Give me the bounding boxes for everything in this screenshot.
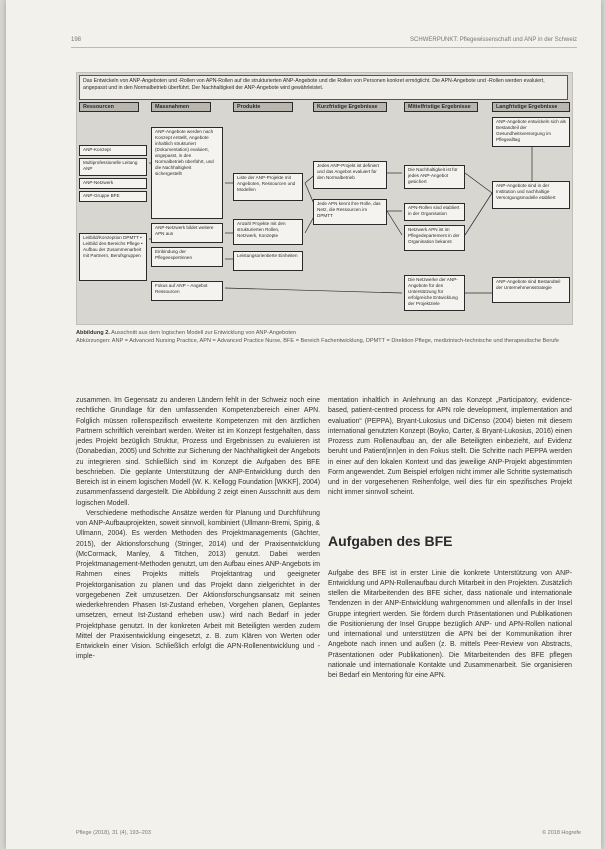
mid-term-item: Die Nachhaltigkeit ist für jedes ANP-Angebot gesichert	[404, 165, 465, 189]
header-measures: Massnahmen	[151, 102, 211, 112]
header-mid-term: Mittelfristige Ergebnisse	[404, 102, 478, 112]
caption-label: Abbildung 2.	[76, 330, 110, 336]
header-resources: Ressourcen	[79, 102, 139, 112]
measure-item: ANP-Angebote werden nach Konzept erstellt, Angebote inhaltlich strukturiert (Dokumentation) evaluiert, angepasst, in den Normalbetrieb überführt, und die Nachhaltigkeit sichergestellt	[151, 127, 223, 219]
logic-model-figure	[76, 72, 573, 325]
footer-copyright: © 2018 Hogrefe	[542, 830, 581, 836]
measure-item: ANP-Netzwerk bildet weitere APN aus	[151, 223, 223, 243]
long-term-item: ANP-Angebote entwickeln sich als Bestandteil der Gesundheitsversorgung im Pflegealltag	[492, 117, 570, 147]
page-number: 198	[71, 37, 82, 43]
short-term-item: Jede APN kennt ihre Rolle, das Netz, die Ressourcen im DPMTT	[313, 199, 387, 225]
short-term-item: Jedes ANP-Projekt ist definiert und das Angebot evaluiert für den Normalbetrieb	[313, 161, 387, 189]
mid-term-item: APN-Rollen sind etabliert in der Organisation	[404, 203, 465, 221]
paragraph: zusammen. Im Gegensatz zu anderen Ländern fehlt in der Schweiz noch eine rechtliche Grundlage für den umfassenden Kompetenzbereich einer APN. Folglich müssen rollenspezifisch erweiterte Kompetenzen mit den ärztlichen Partnern schriftlich vereinbart werden. Weiter ist im Konzept festgehalten, dass jedes Projekt bezüglich Struktur, Prozess und Ergebnissen zu evaluieren ist (Donabedian, 2005) und Schritte zur Sicherung der Nachhaltigkeit der Angebots zu integrieren sind. Schließlich sind im Konzept die Aufgaben des BFE beschrieben. Die geplante Unterstützung der ANP-Entwicklung durch den Bereich ist in einem logischen Modell (W. K. Kellogg Foundation [WKKF], 2004) zusammenfassend dargestellt. Die Abbildung 2 zeigt einen Ausschnitt aus dem logischen Modell.	[76, 397, 320, 507]
product-item: Liste der ANP-Projekte mit Angeboten, Ressourcen und Modellen	[233, 173, 303, 201]
caption-abbreviations: Abkürzungen: ANP = Advanced Nursing Practice, APN = Advanced Practice Nurse, BFE = Bereich Fachentwicklung, DPMTT = Direktion Pflege, medizinisch-technische und therapeutische Berufe	[76, 338, 559, 344]
header-short-term: Kurzfristige Ergebnisse	[313, 102, 387, 112]
section-heading: Aufgaben des BFE	[328, 532, 453, 549]
product-item: Leistungsorientierte Einheiten	[233, 251, 303, 271]
long-term-item: ANP-Angebote sind Bestandteil der Unternehmensstrategie	[492, 277, 570, 303]
caption-text: Ausschnitt aus dem logischen Modell zur Entwicklung von ANP-Angeboten	[111, 330, 297, 336]
figure-caption	[76, 329, 571, 345]
resource-item: ANP-Konzept	[79, 145, 147, 156]
header-divider	[71, 47, 577, 48]
resource-lower: Leitbild/Konzeption DPMTT • Leitbild des Bereichs Pflege • Aufbau der Zusammenarbeit mit Partnern, Berufsgruppen	[79, 233, 147, 281]
resource-item: ANP-Netzwerk	[79, 178, 147, 189]
paragraph: Verschiedene methodische Ansätze werden für Planung und Durchführung von ANP-Aufbauprojekten, soweit sinnvoll, kombiniert (Ullmann-Bremi, Spirig, & Ullmann, 2004). Es werden Methoden des Projektmanagements (Gächter, 2015), der Aktionsforschung (Stringer, 2014) und der Praxisentwicklung (McCormack, Manley, & Titchen, 2013) genutzt. Dabei werden Projektmanagement-Methoden genutzt, um den Aufbau eines ANP-Angebots im Rahmen eines Projekts mittels Projektantrag und geeigneter Projektorganisation zu planen und das Projekt dann zielgerichtet in der vorgegebenen Zeit umzusetzen. Der Aktionsforschungsansatz mit seinen wiederkehrenden Phasen Ist-Zustand erheben, Vorgehen planen, Geplantes umsetzen, erneut Ist-Zustand erheben usw.) wird nach Bedarf in jeder Projektphase genutzt. In der konkreten Arbeit mit Beteiligten werden zudem Mittel der Praxisentwicklung eingesetzt, z. B. zum Klären von Werten oder Entwickeln einer Vision. Schließlich erfolgt die APN-Rollenentwicklung und -imple-	[76, 509, 320, 661]
resource-item: Multiprofessionelle Leitung ANP	[79, 158, 147, 176]
product-item: Anzahl Projekte mit den strukturierten Rollen, Netzwerk, Konzepte	[233, 219, 303, 245]
long-term-item: ANP-Angebote sind in der Institution und nachhaltige Versorgungsmodelle etabliert	[492, 181, 570, 209]
resource-item: ANP-Gruppe BFE	[79, 191, 147, 202]
mid-term-item: Netzwerk APN ist im Pflegedepartement in der Organisation bekannt	[404, 225, 465, 251]
paragraph: mentation inhaltlich in Anlehnung an das Konzept „Participatory, evidence-based, patient-centred process for APN role development, implementation and evaluation“ (PEPPA), Bryant-Lukosius und DiCenso (2004) bieten mit diesem international genutzten Konzept (Boyko, Carter, & Bryant-Lukosius, 2016) einen Prozess zum Rollenaufbau an, der alle Beteiligten einbezieht, auf Evidenz beruht und Patient(inn)en in den Fokus stellt. Die Schritte nach PEPPA werden in einer auf den lokalen Kontext und das jeweilige ANP-Projekt abgestimmten Form angewendet. Zum Beispiel erfolgen nicht immer alle Schritte systematisch und in der vorgesehenen Reihenfolge, weil dies für ein spezifisches Projekt nicht immer sinnvoll scheint.	[328, 397, 572, 497]
running-title: SCHWERPUNKT: Pflegewissenschaft und ANP in der Schweiz	[410, 37, 577, 43]
left-column	[76, 396, 320, 663]
measure-item: Einbindung der Pflegeexpertinnen	[151, 247, 223, 267]
paragraph: Aufgabe des BFE ist in erster Linie die konkrete Unterstützung von ANP-Entwicklung und APN-Rollenaufbau durch Mitarbeit in den Projekten. Zusätzlich stellen die Mitarbeitenden des BFE sicher, dass nationale und internationale Tendenzen in der ANP-Entwicklung wahrgenommen und allenfalls in der Insel Gruppe integriert werden. Sie fördern durch Präsentationen und Publikationen die Positionierung der Insel Gruppe bezüglich ANP- und APN-Rollen national und international und unterstützen die APN bei der Kommunikation ihrer Angebote nach innen und außen (z. B. mittels Peer-Review von Abstracts, Präsentationen oder Publikationen). Die Mitarbeitenden des BFE pflegen nationale und internationale Kontakte und Zusammenarbeit. Sie organisieren bei Bedarf ein Mentoring für eine APN.	[328, 569, 572, 679]
right-column	[328, 396, 572, 681]
header-long-term: Langfristige Ergebnisse	[492, 102, 570, 112]
measure-item: Fokus auf ANP – Angebot Ressourcen	[151, 281, 223, 301]
header-products: Produkte	[233, 102, 293, 112]
figure-intro-box: Das Entwickeln von ANP-Angeboten und -Rollen von APN-Rollen auf die strukturierten ANP-Angebote und die Rollen von Personen konkret ermöglicht. Die APN-Angebote und -Rollen werden evaluiert, angepasst und in den Normalbetrieb überführt. Der Nachhaltigkeit der ANP-Angebote wird gewährleistet.	[79, 75, 568, 100]
mid-term-item: Die Netzwerke der ANP-Angebote für den Unterstützung für erfolgreiche Entwicklung der Projektziele	[404, 275, 465, 311]
footer-citation: Pflege (2018), 31 (4), 193–203	[76, 830, 151, 836]
